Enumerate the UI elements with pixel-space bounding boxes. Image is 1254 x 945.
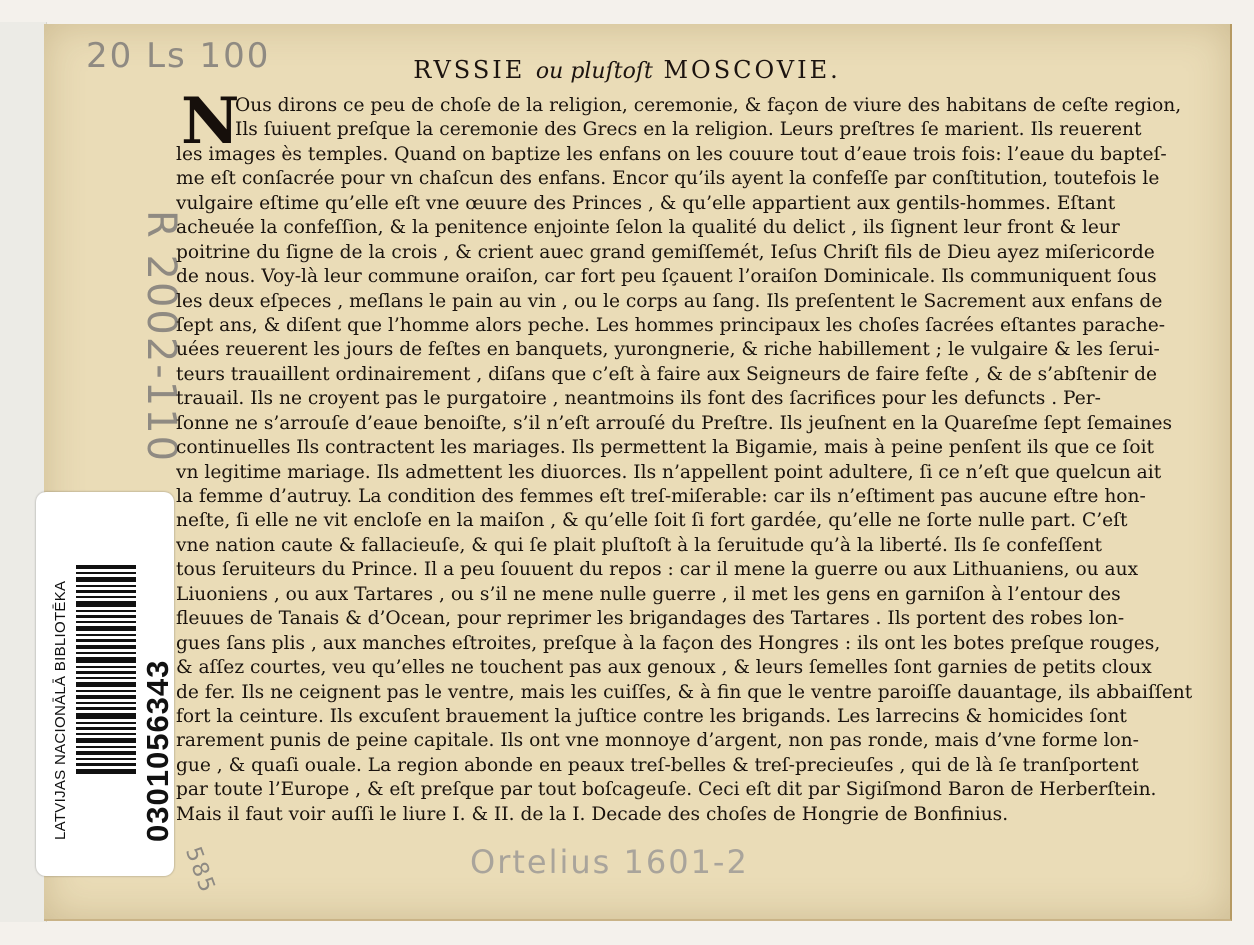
text-line: uées reuerent les jours de feſtes en banquets, yurongnerie, & riche habillement ; le vulgaire & les ſerui- [176, 339, 1160, 361]
pencil-note-top: 20 Ls 100 [86, 36, 271, 76]
text-line: & aſſez courtes, veu qu’elles ne touchent pas aux genoux , & leurs ſemelles ſont garnies de petits cloux [176, 657, 1152, 679]
text-line: poitrine du ſigne de la crois , & crient auec grand gemiſſemét, Ieſus Chriſt fils de Dieu ayez miſericorde [176, 241, 1155, 263]
text-line: de nous. Voy-là leur commune oraiſon, car fort peu ſçauent l’oraiſon Dominicale. Ils communiquent ſous [176, 266, 1157, 288]
text-line: neſte, ſi elle ne vit encloſe en la maiſon , & qu’elle ſoit ſi fort gardée, qu’elle ne ſorte nulle part. C’eſt [176, 510, 1128, 532]
text-line: me eſt conſacrée pour vn chaſcun des enfans. Encor qu’ils ayent la confeſſe par conſtitution, toutefois le [176, 168, 1160, 190]
text-line: gues ſans plis , aux manches eſtroites, preſque à la façon des Hongres : ils ont les botes preſque rouges, [176, 632, 1161, 654]
inventory-number: 0301056343 [140, 659, 175, 842]
text-line: la femme d’autruy. La condition des femmes eſt treſ-miſerable: car ils n’eſtiment pas aucune eſtre hon- [176, 486, 1146, 507]
text-line: acheuée la confeſſion, & la penitence enjointe ſelon la qualité du delict , ils ſignent leur front & leur [176, 217, 1120, 239]
text-line: Ils ſuiuent preſque la ceremonie des Grecs en la religion. Leurs preſtres ſe marient. Ils reuerent [235, 119, 1142, 141]
text-line: Liuoniens , ou aux Tartares , ou s’il ne mene nulle guerre , il met les gens en garniſon à l’entour des [176, 583, 1121, 605]
text-line: tous ſeruiteurs du Prince. Il a peu ſouuent du repos : car il mene la guerre ou aux Lithuaniens, ou aux [176, 559, 1139, 581]
text-line: ſonne ne s’arrouſe d’eaue benoiſte, s’il n’eſt arrouſé du Preſtre. Ils jeuſnent en la Quareſme ſept ſemaines [176, 412, 1173, 434]
pencil-note-vertical: R 2002-110 [138, 210, 184, 464]
library-name: LATVIJAS NACIONĀLĀ BIBLIOTĒKA [52, 580, 69, 840]
drop-cap-initial: N [181, 84, 240, 159]
text-line: les images ès temples. Quand on baptize les enfans on les couure tout d’eaue trois fois: l’eaue du bapteſ- [176, 143, 1167, 165]
text-line: vne nation caute & fallacieuſe, & qui ſe plait pluſtoſt à la ſeruitude qu’à la liberté. Ils ſe confeſſent [176, 534, 1102, 556]
text-line: gue , & quaſi ouale. La region abonde en peaux treſ-belles & treſ-precieuſes , qui de là ſe tranſportent [176, 754, 1139, 776]
body-text [176, 84, 1200, 827]
text-line: les deux eſpeces , meſlans le pain au vin , ou le corps au ſang. Ils preſentent le Sacrement aux enfans de [176, 290, 1163, 312]
title-ou-plustost: ou pluſtoſt [535, 59, 653, 84]
text-line: teurs trauaillent ordinairement , diſans que c’eſt à faire aux Seigneurs de faire feſte , & de s’abſtenir de [176, 363, 1158, 385]
pencil-note-bottom: Ortelius 1601-2 [470, 843, 749, 881]
text-line: de fer. Ils ne ceignent pas le ventre, mais les cuiſſes, & à fin que le ventre paroiſſe dauantage, ils abbaiſſent [176, 681, 1193, 703]
pencil-note-corner: 585 [180, 843, 220, 898]
title-moscovie: MOSCOVIE. [663, 56, 841, 84]
text-line: Ous dirons ce peu de choſe de la religion, ceremonie, & façon de viure des habitans de ceſte region, [235, 95, 1182, 116]
text-line: fleuues de Tanais & d’Ocean, pour reprimer les brigandages des Tartares . Ils portent des robes lon- [176, 608, 1125, 630]
text-line: vulgaire eſtime qu’elle eſt vne œuure des Princes , & qu’elle appartient aux gentils-hommes. Eſtant [176, 192, 1116, 214]
text-line: continuelles Ils contractent les mariages. Ils permettent la Bigamie, mais à peine penſent ils que ce ſoit [176, 437, 1154, 459]
text-line: vn legitime mariage. Ils admettent les diuorces. Ils n’appellent point adultere, ſi ce n’eſt que quelcun ait [176, 461, 1162, 483]
title-russie: RVSSIE [413, 56, 526, 84]
page-title [0, 56, 1254, 84]
text-line: ſept ans, & diſent que l’homme alors peche. Les hommes principaux les choſes ſacrées eſtantes parache- [176, 314, 1165, 336]
text-line: trauail. Ils ne croyent pas le purgatoire , neantmoins ils font des ſacrifices pour les defuncts . Per- [176, 388, 1101, 410]
barcode-icon [76, 565, 136, 775]
text-line: par toute l’Europe , & eſt preſque par tout boſcageuſe. Ceci eſt dit par Sigiſmond Baron de Herberſtein. [176, 779, 1157, 801]
text-line: Mais il faut voir auſſi le liure I. & II. de la I. Decade des choſes de Hongrie de Bonfinius. [176, 803, 1009, 825]
text-line: rarement punis de peine capitale. Ils ont vne monnoye d’argent, non pas ronde, mais d’vne forme lon- [176, 730, 1139, 752]
text-line: fort la ceinture. Ils excuſent brauement la juſtice contre les brigands. Les larrecins & homicides ſont [176, 705, 1127, 727]
